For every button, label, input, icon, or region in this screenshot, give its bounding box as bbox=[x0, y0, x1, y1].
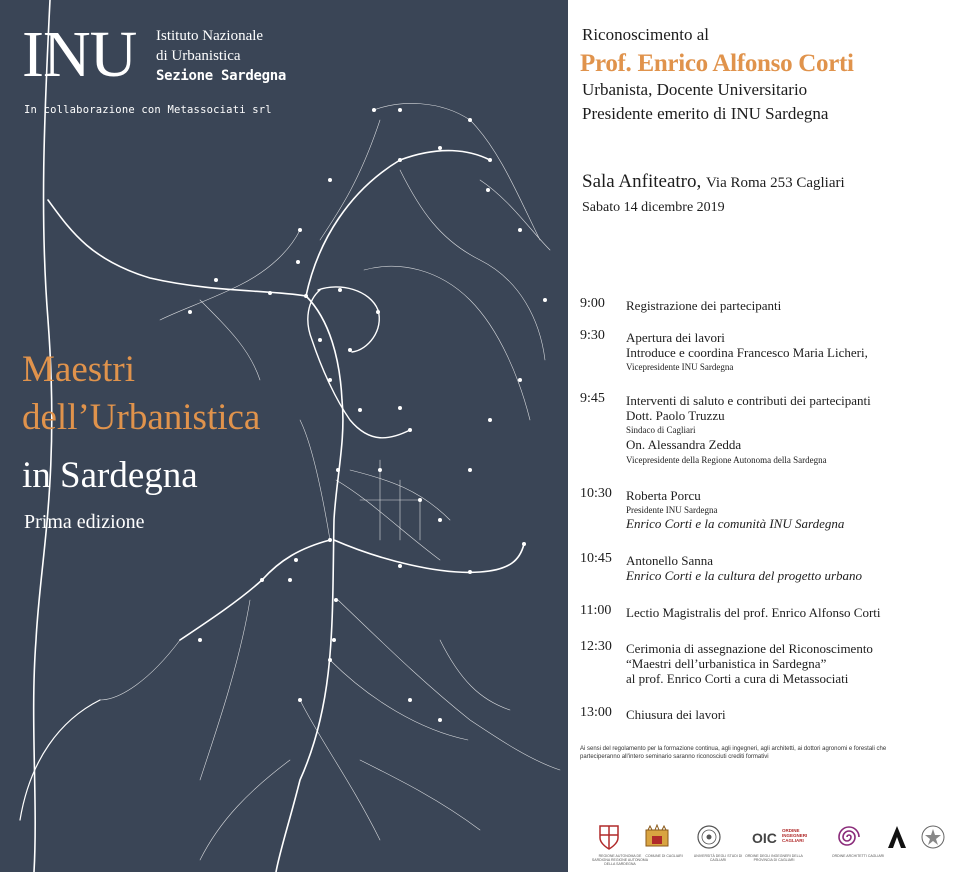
logo-caption: REGIONE AUTONOMA DE SARDIGNA REGIONE AUTONOMA DELLA SARDEGNA bbox=[591, 854, 649, 866]
map-main-road bbox=[48, 200, 306, 296]
associazione-logo bbox=[886, 824, 908, 855]
logo-caption: ORDINE DEGLI INGEGNERI DELLA PROVINCIA DI CAGLIARI bbox=[745, 854, 803, 862]
program-line: Registrazione dei partecipanti bbox=[626, 298, 782, 313]
program-time: 12:30 bbox=[580, 639, 612, 654]
map-main-road bbox=[306, 151, 490, 296]
repubblica-italiana-logo bbox=[920, 824, 946, 855]
coat-of-arms-icon bbox=[598, 824, 620, 850]
program-line: Vicepresidente della Regione Autonoma della Sardegna bbox=[626, 455, 827, 465]
program-time: 10:45 bbox=[580, 551, 612, 566]
recognition-label: Riconoscimento al bbox=[582, 25, 710, 44]
state-emblem-icon bbox=[920, 824, 946, 850]
program-time: 9:30 bbox=[580, 328, 605, 343]
program-line: Enrico Corti e la comunità INU Sardegna bbox=[626, 516, 845, 531]
map-main-road bbox=[308, 290, 410, 438]
city-crest-icon bbox=[642, 824, 672, 850]
program-line: On. Alessandra Zedda bbox=[626, 437, 742, 452]
program-panel bbox=[568, 0, 960, 872]
regione-sardegna-logo bbox=[591, 824, 649, 866]
org-line-2: di Urbanistica bbox=[156, 48, 241, 64]
venue-name: Sala Anfiteatro, bbox=[582, 171, 702, 192]
venue-address: Via Roma 253 Cagliari bbox=[706, 175, 845, 191]
university-seal-icon bbox=[696, 824, 722, 850]
program-time: 11:00 bbox=[580, 603, 612, 618]
collaboration-note: In collaborazione con Metassociati srl bbox=[24, 104, 272, 116]
title-line-1: Maestri bbox=[22, 349, 136, 390]
inu-logo: INU bbox=[22, 18, 137, 91]
comune-cagliari-logo bbox=[642, 824, 683, 858]
title-line-3: in Sardegna bbox=[22, 455, 198, 496]
venue bbox=[582, 171, 845, 193]
sponsor-logos bbox=[568, 824, 960, 864]
honoree-role-1: Urbanista, Docente Universitario bbox=[582, 80, 808, 99]
logo-label: OIC bbox=[752, 830, 777, 846]
program-line: Vicepresidente INU Sardegna bbox=[626, 362, 734, 372]
spiral-icon bbox=[836, 824, 862, 850]
ordine-architetti-logo bbox=[831, 824, 885, 858]
program-line: “Maestri dell’urbanistica in Sardegna” bbox=[626, 656, 827, 671]
program-line: Dott. Paolo Truzzu bbox=[626, 408, 725, 423]
program-line: Enrico Corti e la cultura del progetto urbano bbox=[626, 568, 863, 583]
letter-a-icon bbox=[886, 824, 908, 850]
ordine-ingegneri-logo bbox=[745, 824, 812, 862]
program-line: Roberta Porcu bbox=[626, 488, 701, 503]
title-line-2: dell’Urbanistica bbox=[22, 397, 261, 438]
org-line-3: Sezione Sardegna bbox=[156, 68, 287, 84]
org-line-1: Istituto Nazionale bbox=[156, 28, 264, 44]
program-time: 9:45 bbox=[580, 391, 605, 406]
map-main-road bbox=[318, 287, 379, 352]
honoree-name: Prof. Enrico Alfonso Corti bbox=[580, 50, 854, 77]
event-date: Sabato 14 dicembre 2019 bbox=[582, 200, 725, 215]
map-main-road bbox=[180, 540, 330, 640]
program-line: Chiusura dei lavori bbox=[626, 707, 726, 722]
program-line: Sindaco di Cagliari bbox=[626, 425, 696, 435]
program-line: Lectio Magistralis del prof. Enrico Alfonso Corti bbox=[626, 605, 881, 620]
map-main-road bbox=[276, 296, 343, 872]
logo-caption: COMUNE DI CAGLIARI bbox=[645, 854, 683, 858]
program-line: Interventi di saluto e contributi dei partecipanti bbox=[626, 393, 871, 408]
program-line: Cerimonia di assegnazione del Riconoscimento bbox=[626, 641, 873, 656]
map-main-road bbox=[20, 700, 100, 820]
universita-cagliari-logo bbox=[693, 824, 743, 862]
organization-name bbox=[156, 26, 286, 86]
logo-caption: UNIVERSITÀ DEGLI STUDI DI CAGLIARI bbox=[693, 854, 743, 862]
program-time: 9:00 bbox=[580, 296, 605, 311]
program-time: 13:00 bbox=[580, 705, 612, 720]
map-main-road bbox=[334, 540, 524, 572]
program-line: al prof. Enrico Corti a cura di Metassociati bbox=[626, 671, 849, 686]
program-line: Presidente INU Sardegna bbox=[626, 505, 718, 515]
program-line: Apertura dei lavori bbox=[626, 330, 725, 345]
logo-subtext: ORDINE INGEGNERI CAGLIARI bbox=[782, 828, 808, 843]
program-line: Antonello Sanna bbox=[626, 553, 714, 568]
program-line: Introduce e coordina Francesco Maria Licheri, bbox=[626, 345, 868, 360]
honoree-role-2: Presidente emerito di INU Sardegna bbox=[582, 104, 829, 123]
logo-caption: ORDINE ARCHITETTI CAGLIARI bbox=[831, 854, 885, 858]
program-time: 10:30 bbox=[580, 486, 612, 501]
legal-note: Ai sensi del regolamento per la formazione continua, agli ingegneri, agli architetti, ai dottori agronomi e forestali che parteciperanno all'intero seminario saranno riconosciuti crediti formativi bbox=[580, 746, 887, 760]
edition-label: Prima edizione bbox=[24, 511, 145, 533]
